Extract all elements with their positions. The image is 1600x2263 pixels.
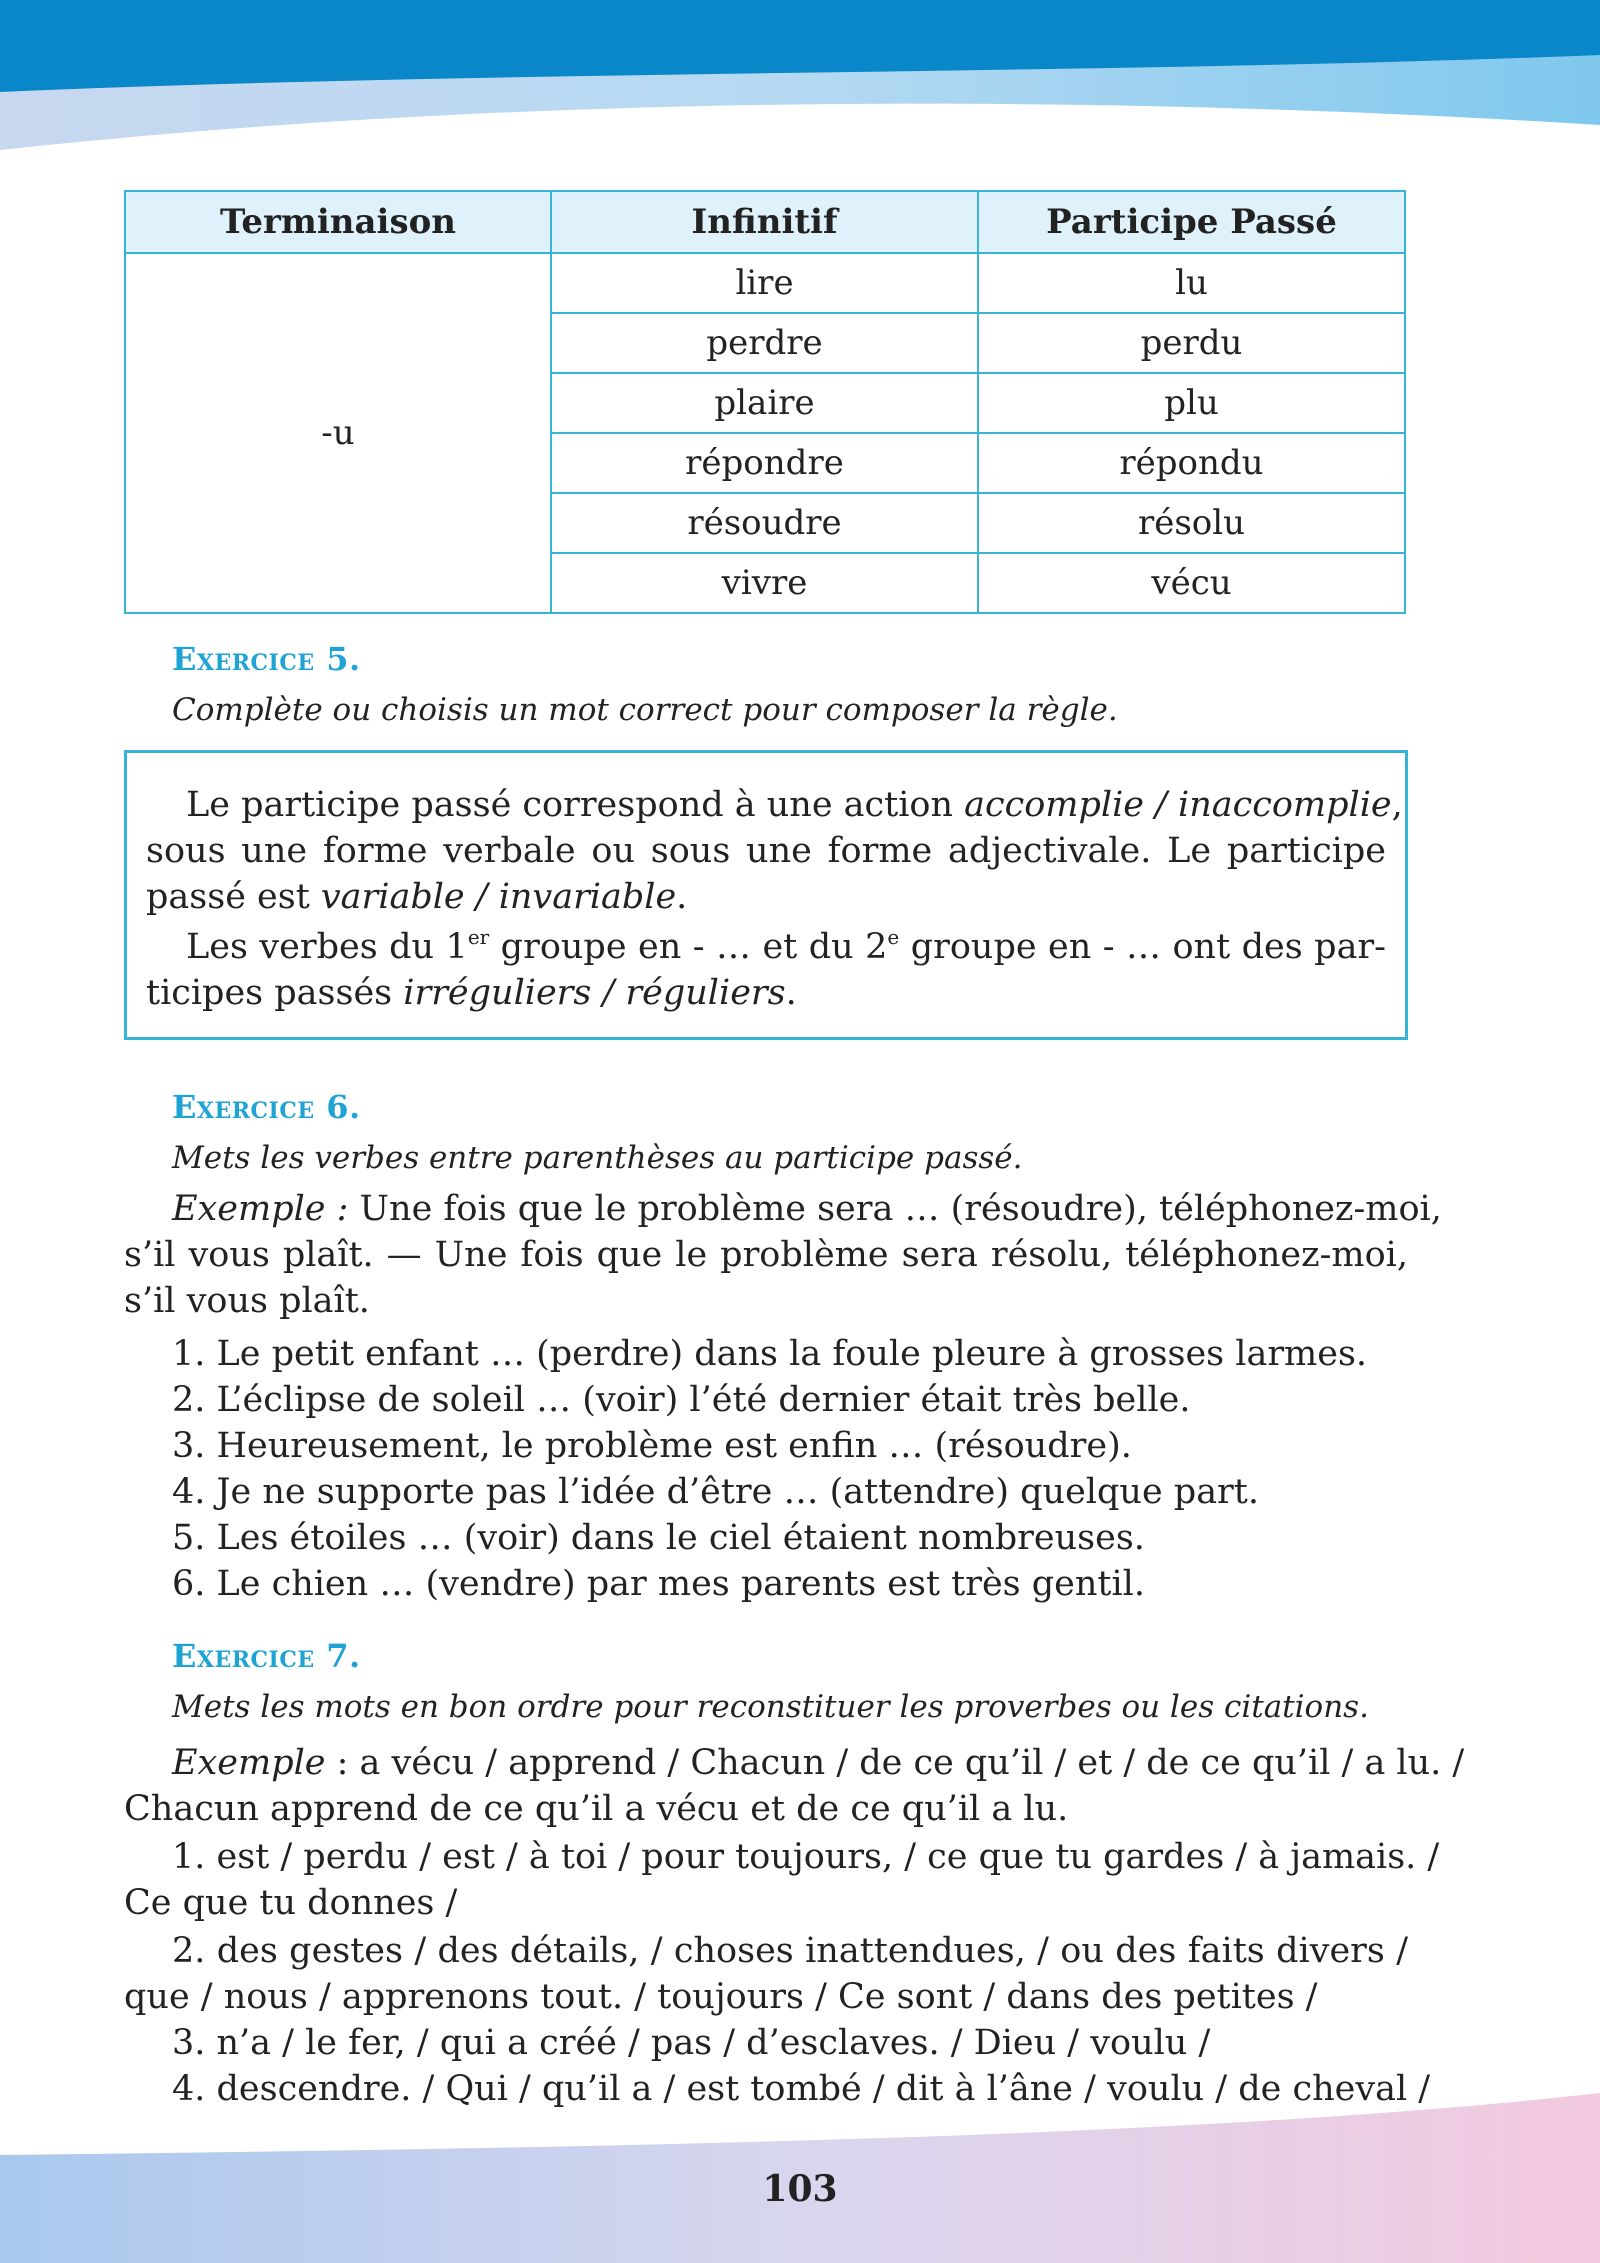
exercise-7-item: 4. descendre. / Qui / qu’il a / est tombé / dit à l’âne / voulu / de cheval / bbox=[172, 2069, 1431, 2109]
exercise-7-example-line-2: Chacun apprend de ce qu’il a vécu et de ce qu’il a lu. bbox=[124, 1789, 1069, 1829]
infinitif-cell: plaire bbox=[551, 373, 978, 433]
exercise-6-title: Exercice 6. bbox=[172, 1088, 361, 1126]
table-row bbox=[125, 253, 1405, 313]
participe-cell: répondu bbox=[978, 433, 1405, 493]
exercise-7-item-continuation: Ce que tu donnes / bbox=[124, 1883, 458, 1923]
exercise-6-instruction: Mets les verbes entre parenthèses au participe passé. bbox=[172, 1140, 1023, 1176]
exercise-7-example-line-1: Exemple : a vécu / apprend / Chacun / de ce qu’il / et / de ce qu’il / a lu. / bbox=[172, 1743, 1465, 1783]
infinitif-cell: lire bbox=[551, 253, 978, 313]
option-accomplie: accomplie / inaccomplie bbox=[964, 785, 1392, 825]
page-number: 103 bbox=[762, 2168, 838, 2210]
header-wave-decoration bbox=[0, 0, 1600, 160]
header-terminaison: Terminaison bbox=[125, 191, 551, 253]
exercise-6-example-line-1: Exemple : Une fois que le problème sera … (résoudre), téléphonez-moi, bbox=[172, 1189, 1442, 1229]
header-participe-passe: Participe Passé bbox=[978, 191, 1405, 253]
exercise-5-instruction: Complète ou choisis un mot correct pour composer la règle. bbox=[172, 692, 1118, 728]
exercise-6-item: 2. L’éclipse de soleil … (voir) l’été dernier était très belle. bbox=[172, 1380, 1191, 1420]
rule-line-1: Le participe passé correspond à une action accomplie / inaccomplie, bbox=[186, 785, 1403, 825]
participe-cell: plu bbox=[978, 373, 1405, 433]
header-infinitif: Infinitif bbox=[551, 191, 978, 253]
exercise-7-instruction: Mets les mots en bon ordre pour reconstituer les proverbes ou les citations. bbox=[172, 1689, 1369, 1725]
infinitif-cell: vivre bbox=[551, 553, 978, 613]
rule-line-5: ticipes passés irréguliers / réguliers. bbox=[146, 973, 797, 1013]
participe-cell: résolu bbox=[978, 493, 1405, 553]
exercise-6-example-line-2: s’il vous plaît. — Une fois que le problème sera résolu, téléphonez-moi, bbox=[124, 1235, 1408, 1275]
exercise-7-item: 1. est / perdu / est / à toi / pour toujours, / ce que tu gardes / à jamais. / bbox=[172, 1837, 1440, 1877]
exercise-7-item: 2. des gestes / des détails, / choses inattendues, / ou des faits divers / bbox=[172, 1931, 1408, 1971]
participe-cell: perdu bbox=[978, 313, 1405, 373]
ending-cell: -u bbox=[125, 253, 551, 613]
participe-cell: vécu bbox=[978, 553, 1405, 613]
rule-line-3: passé est variable / invariable. bbox=[146, 877, 688, 917]
exercise-6-item: 6. Le chien … (vendre) par mes parents est très gentil. bbox=[172, 1564, 1145, 1604]
exercise-6-item: 5. Les étoiles … (voir) dans le ciel étaient nombreuses. bbox=[172, 1518, 1145, 1558]
option-irreguliers: irréguliers / réguliers bbox=[403, 973, 786, 1013]
exercise-6-example-line-3: s’il vous plaît. bbox=[124, 1281, 370, 1321]
exercise-5-title: Exercice 5. bbox=[172, 640, 361, 678]
rule-line-2: sous une forme verbale ou sous une forme adjectivale. Le participe bbox=[146, 831, 1386, 871]
rule-line-4: Les verbes du 1er groupe en - … et du 2e groupe en - … ont des par- bbox=[186, 925, 1386, 967]
infinitif-cell: résoudre bbox=[551, 493, 978, 553]
participe-cell: lu bbox=[978, 253, 1405, 313]
exercise-7-item-continuation: que / nous / apprenons tout. / toujours / Ce sont / dans des petites / bbox=[124, 1977, 1318, 2017]
exercise-7-title: Exercice 7. bbox=[172, 1637, 361, 1675]
exercise-6-item: 4. Je ne supporte pas l’idée d’être … (attendre) quelque part. bbox=[172, 1472, 1259, 1512]
participle-table bbox=[124, 190, 1406, 614]
exercise-6-item: 3. Heureusement, le problème est enfin … (résoudre). bbox=[172, 1426, 1132, 1466]
option-variable: variable / invariable bbox=[320, 877, 677, 917]
infinitif-cell: répondre bbox=[551, 433, 978, 493]
infinitif-cell: perdre bbox=[551, 313, 978, 373]
exercise-7-item: 3. n’a / le fer, / qui a créé / pas / d’esclaves. / Dieu / voulu / bbox=[172, 2023, 1211, 2063]
exercise-6-item: 1. Le petit enfant … (perdre) dans la foule pleure à grosses larmes. bbox=[172, 1334, 1368, 1374]
table-header-row bbox=[125, 191, 1405, 253]
